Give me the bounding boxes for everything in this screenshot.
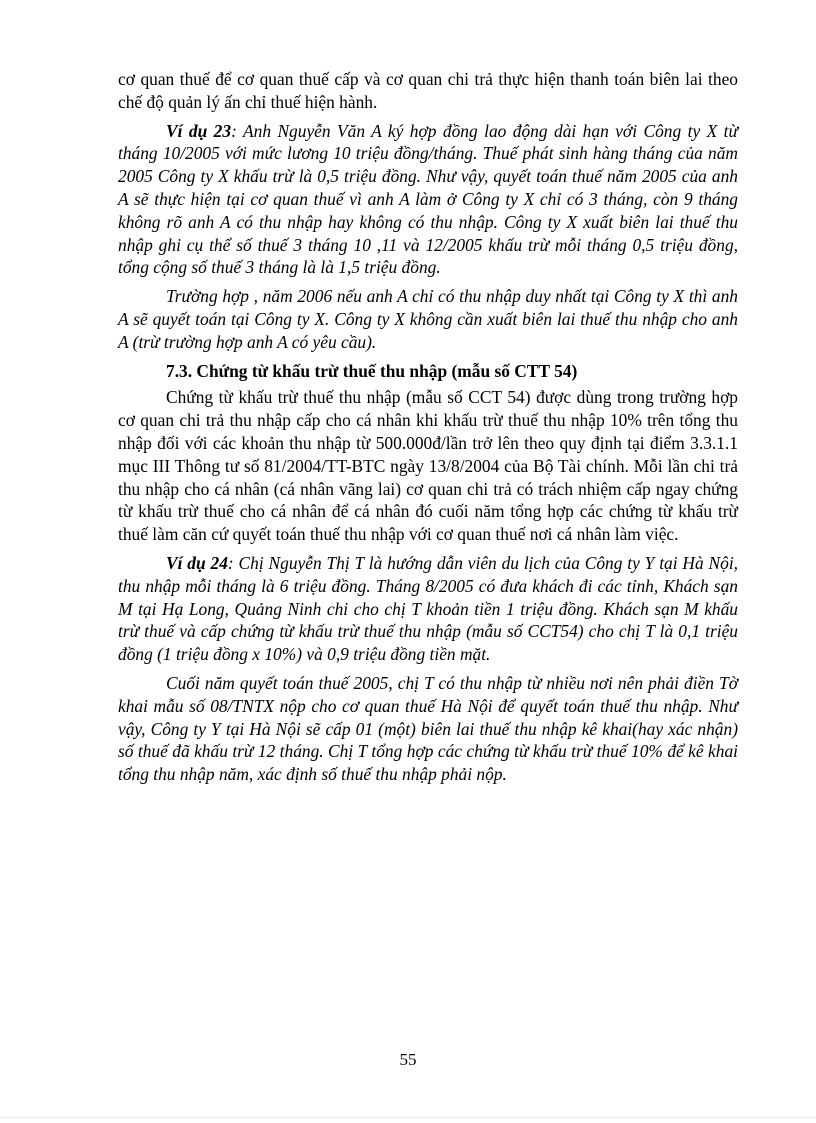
section-7-3-paragraph: Chứng từ khấu trừ thuế thu nhập (mẫu số CCT 54) được dùng trong trường hợp cơ quan chi trả thu nhập cấp cho cá nhân khi khấu trừ thuế thu nhập 10% trên tổng thu nhập đối với các khoản thu nhập từ 500.000đ/lần trở lên theo quy định tại điểm 3.3.1.1 mục III Thông tư số 81/2004/TT-BTC ngày 13/8/2004 của Bộ Tài chính. Mỗi lần chi trả thu nhập cho cá nhân (cá nhân vãng lai) cơ quan chi trả có trách nhiệm cấp ngay chứng từ khấu trừ thuế cho cá nhân để cá nhân đó cuối năm tổng hợp các chứng từ khấu trừ thuế làm căn cứ quyết toán thuế thu nhập với cơ quan thuế nơi cá nhân làm việc. — [118, 387, 738, 545]
example-23-label: Ví dụ 23 — [166, 120, 232, 141]
section-heading-7-3: 7.3. Chứng từ khấu trừ thuế thu nhập (mẫu số CTT 54) — [166, 360, 578, 381]
example-24-text: : Chị Nguyễn Thị T là hướng dẫn viên du lịch của Công ty Y tại Hà Nội, thu nhập mỗi tháng là 6 triệu đồng. Tháng 8/2005 có đưa khách đi các tỉnh, Khách sạn M tại Hạ Long, Quảng Ninh chi cho chị T khoản tiền 1 triệu đồng. Khách sạn M khấu trừ thuế và cấp chứng từ khấu trừ thuế thu nhập (mẫu số CCT54) cho chị T là 0,1 triệu đồng (1 triệu đồng x 10%) và 0,9 triệu đồng tiền mặt. — [118, 552, 738, 665]
paragraph-continued: cơ quan thuế để cơ quan thuế cấp và cơ quan chi trả thực hiện thanh toán biên lai theo chế độ quản lý ấn chỉ thuế hiện hành. — [118, 69, 738, 112]
document-body — [118, 68, 738, 786]
example-24-label: Ví dụ 24 — [166, 552, 228, 573]
page-bottom-divider — [0, 1117, 816, 1118]
example-23-paragraph — [118, 120, 738, 280]
page-number: 55 — [399, 1050, 417, 1069]
case-paragraph: Trường hợp , năm 2006 nếu anh A chỉ có thu nhập duy nhất tại Công ty X thì anh A sẽ quyết toán tại Công ty X. Công ty X không cần xuất biên lai thuế thu nhập cho anh A (trừ trường hợp anh A có yêu cầu). — [118, 286, 738, 352]
example-24-paragraph — [118, 552, 738, 666]
year-end-paragraph: Cuối năm quyết toán thuế 2005, chị T có thu nhập từ nhiều nơi nên phải điền Tờ khai mẫu số 08/TNTX nộp cho cơ quan thuế Hà Nội để quyết toán thuế thu nhập. Như vậy, Công ty Y tại Hà Nội sẽ cấp 01 (một) biên lai thuế thu nhập kê khai(hay xác nhận) số thuế đã khấu trừ 12 tháng. Chị T tổng hợp các chứng từ khấu trừ thuế 10% để kê khai tổng thu nhập năm, xác định số thuế thu nhập phải nộp. — [118, 672, 738, 785]
example-23-text: : Anh Nguyễn Văn A ký hợp đồng lao động dài hạn với Công ty X từ tháng 10/2005 với mức lương 10 triệu đồng/tháng. Thuế phát sinh hàng tháng của năm 2005 Công ty X khấu trừ là 0,5 triệu đồng. Như vậy, quyết toán thuế năm 2005 của anh A sẽ thực hiện tại cơ quan thuế vì anh A làm ở Công ty X chỉ có 3 tháng, còn 9 tháng không rõ anh A có thu nhập hay không có thu nhập. Công ty X xuất biên lai thuế thu nhập ghi cụ thể số thuế 3 tháng 10 ,11 và 12/2005 khấu trừ mỗi tháng 0,5 triệu đồng, tổng cộng số thuế 3 tháng là là 1,5 triệu đồng. — [118, 120, 738, 278]
